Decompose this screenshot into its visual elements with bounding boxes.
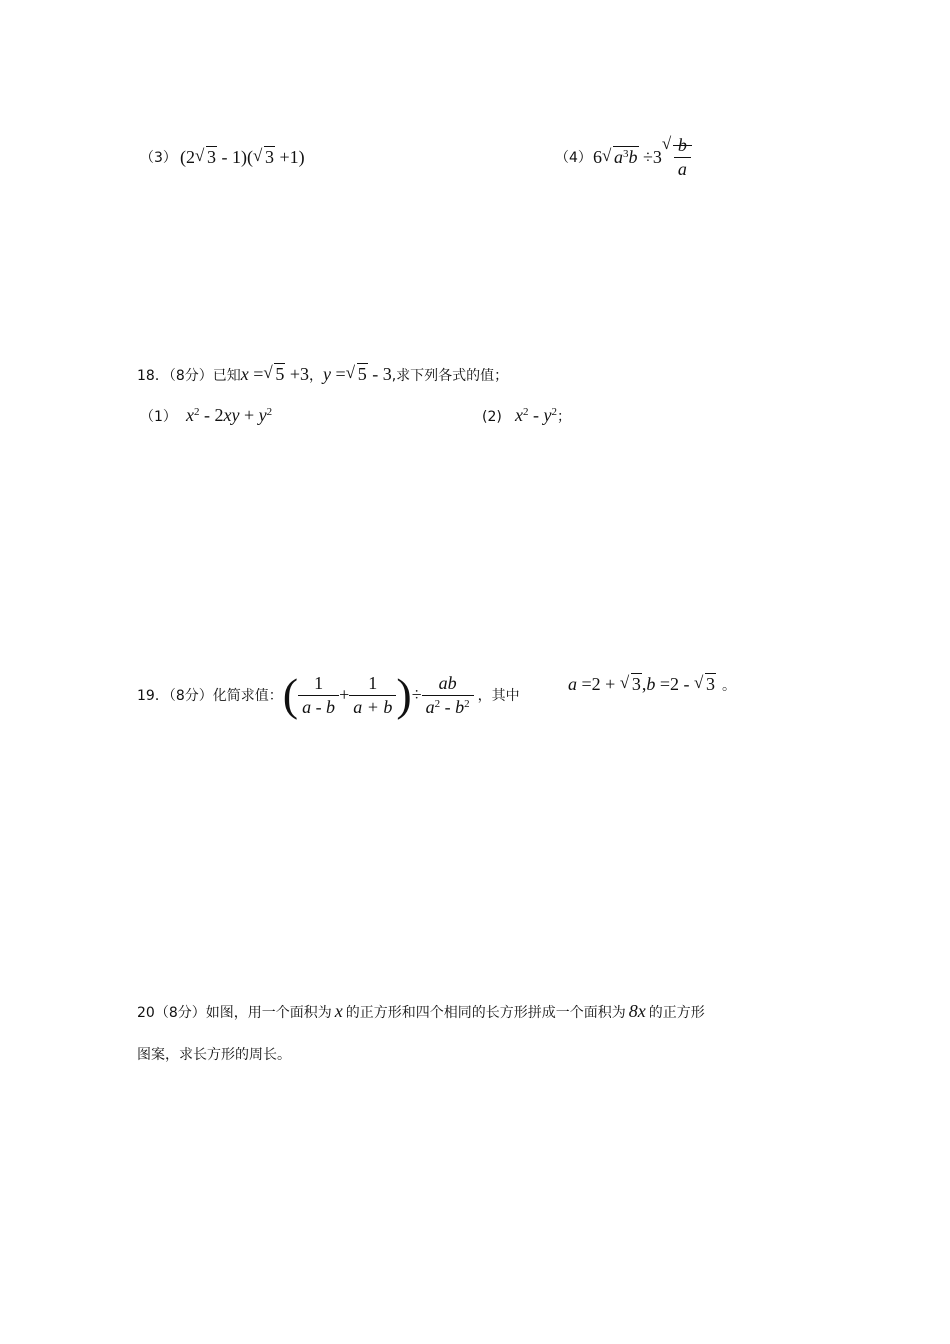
q19-condition: a =2 + √ 3,b =2 - √ 3 。 xyxy=(568,674,736,695)
q20-line1: 20（8分）如图，用一个面积为 x 的正方形和四个相同的长方形拼成一个面积为 8x 的正方形 xyxy=(137,1001,705,1021)
q18-part1: （1） $x^2 - 2xy + y^2$ xyxy=(140,405,273,425)
q18-part2: (2) $x^2 - y^2$； xyxy=(482,405,571,425)
q17-part3-expression: (2√ 3 - 1)(√ 3 +1) xyxy=(180,147,305,168)
q18-statement: 18．（8分）已知x =√ 5 +3，y =√ 5 - 3,求下列各式的值； xyxy=(137,364,508,385)
q20-line2: 图案，求长方形的周长。 xyxy=(137,1047,291,1063)
q17-part4-label: （4） xyxy=(555,150,592,166)
q17-part4-expression: 6√ $a^3b \div 3$ √ $\frac{b}{a}$ xyxy=(593,135,692,180)
q19-statement: 19．（8分）化简求值：( $\frac{1}{a - b}$ + $\frac{1}{a + b}$ )÷ $\frac{ab}{a^2 - b^2}$ ，其中 xyxy=(137,669,520,720)
q17-part3-label: （3） xyxy=(140,150,177,166)
